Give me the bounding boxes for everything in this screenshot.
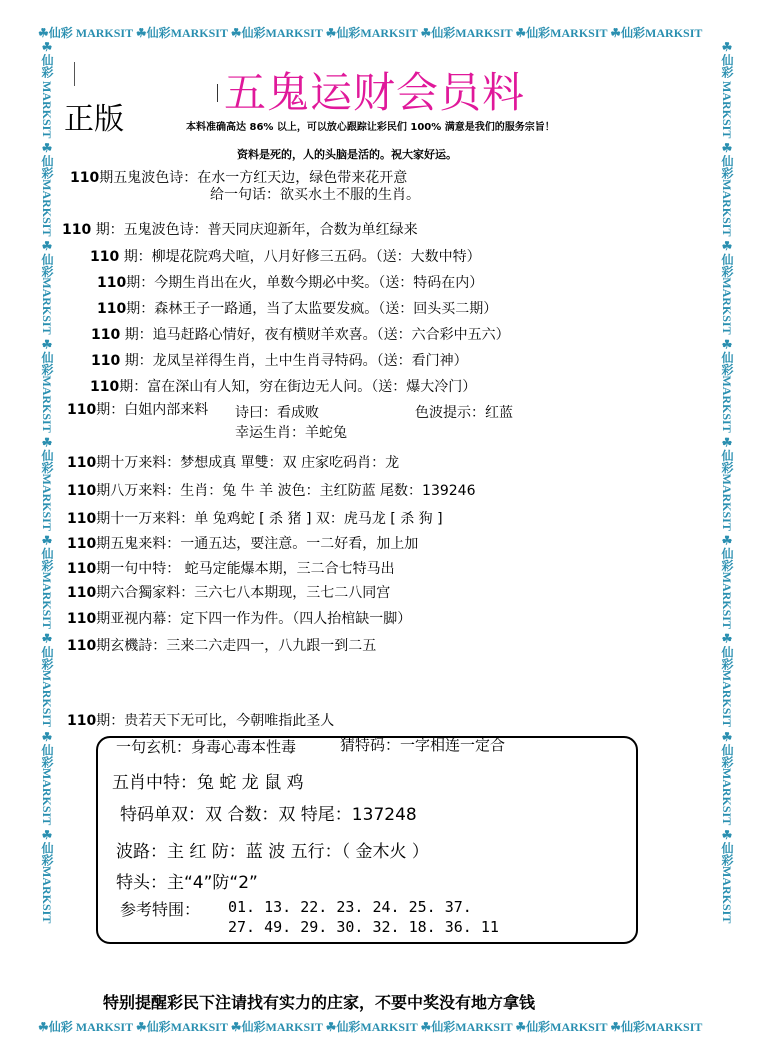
left-border-watermark: ☘仙彩 MARKSIT ☘仙彩MARKSIT ☘仙彩MARKSIT ☘仙彩MARKSIT ☘仙彩MARKSIT ☘仙彩MARKSIT ☘仙彩MARKSIT ☘仙彩MARKSIT ☘仙彩MARKSIT <box>40 40 54 924</box>
period-number: 110 <box>67 585 97 601</box>
page-title: 五鬼运财会员料 <box>224 68 526 117</box>
genuine-label: 正版 <box>64 102 124 137</box>
tip-line <box>91 350 468 370</box>
tip-text: 期：今期生肖出在火，单数今期必中奖。（送：特码在内） <box>126 275 484 291</box>
tip-line <box>90 376 476 396</box>
period-number: 110 <box>67 713 97 729</box>
top-border-watermark: ☘仙彩 MARKSIT ☘仙彩MARKSIT ☘仙彩MARKSIT ☘仙彩MARKSIT ☘仙彩MARKSIT ☘仙彩MARKSIT ☘仙彩MARKSIT <box>38 26 703 40</box>
title-marker <box>217 84 218 102</box>
tip-text: 期：富在深山有人知，穷在街边无人问。（送：爆大冷门） <box>119 379 477 395</box>
period-number: 110 <box>91 327 121 343</box>
footer-note: 特别提醒彩民下注请找有实力的庄家，不要中奖没有地方拿钱 <box>103 993 536 1012</box>
info-row <box>67 508 443 528</box>
tip-line <box>97 272 483 292</box>
wave-poem-text: 期五鬼波色诗：在水一方红天边，绿色带来花开意 <box>99 170 408 186</box>
noble-text: 期：贵若天下无可比，今朝唯指此圣人 <box>96 713 335 729</box>
poem-line <box>62 219 418 239</box>
slogan-luck: 资料是死的，人的头脑是活的。祝大家好运。 <box>237 148 457 161</box>
info-row-text: 期亚视内幕：定下四一作为件。（四人抬棺缺一脚） <box>96 611 412 627</box>
lucky-zodiac: 幸运生肖：羊蛇兔 <box>235 425 347 441</box>
tip-text: 期：龙凤呈祥得生肖，土中生肖寻特码。（送：看门神） <box>124 353 468 369</box>
tip-text: 期：柳堤花院鸡犬喧，八月好修三五码。（送：大数中特） <box>123 249 481 265</box>
poem-text: 期：五鬼波色诗：普天同庆迎新年，合数为单红绿来 <box>95 222 418 238</box>
info-row-text: 期十一万来料：单 兔鸡蛇 [ 杀 猪 ] 双：虎马龙 [ 杀 狗 ] <box>96 511 443 527</box>
period-number: 110 <box>67 536 97 552</box>
tip-text: 期：森林王子一路通，当了太监要发疯。（送：回头买二期） <box>126 301 498 317</box>
reference-label: 参考特围： <box>120 900 201 919</box>
info-row <box>67 582 390 602</box>
info-row <box>67 533 418 553</box>
slogan-accuracy: 本料准确高达 86% 以上，可以放心跟踪让彩民们 100% 满意是我们的服务宗旨！ <box>186 122 555 133</box>
period-number: 110 <box>70 170 100 186</box>
reference-numbers-2: 27. 49. 29. 30. 32. 18. 36. 11 <box>228 918 499 936</box>
inside-poem: 诗曰：看成败 <box>235 405 319 421</box>
info-row <box>67 608 411 628</box>
info-row <box>67 558 395 578</box>
period-number: 110 <box>67 638 97 654</box>
head-line: 特头：主“4”防“2” <box>116 873 258 893</box>
period-number: 110 <box>91 353 121 369</box>
right-border-watermark: ☘仙彩 MARKSIT ☘仙彩MARKSIT ☘仙彩MARKSIT ☘仙彩MARKSIT ☘仙彩MARKSIT ☘仙彩MARKSIT ☘仙彩MARKSIT ☘仙彩MARKSIT ☘仙彩MARKSIT <box>720 40 734 924</box>
tip-line <box>90 246 481 266</box>
inside-source-line <box>67 399 208 419</box>
info-row <box>67 635 376 655</box>
period-number: 110 <box>97 301 127 317</box>
noble-line <box>67 710 334 730</box>
tip-text: 期：追马赶路心情好，夜有横财羊欢喜。（送：六合彩中五六） <box>124 327 510 343</box>
info-row <box>67 480 475 500</box>
xuanji-line: 一句玄机：身毒心毒本性毒 <box>116 738 297 756</box>
info-row <box>67 452 399 472</box>
period-number: 110 <box>67 402 97 418</box>
info-row-text: 期六合獨家料：三六七八本期现，三七二八同宫 <box>96 585 391 601</box>
info-row-text: 期五鬼来料：一通五达，要注意。一二好看，加上加 <box>96 536 419 552</box>
inside-source-label: 期：白姐内部来料 <box>96 402 209 418</box>
period-number: 110 <box>67 561 97 577</box>
period-number: 110 <box>90 249 120 265</box>
period-number: 110 <box>62 222 92 238</box>
info-row-text: 期八万来料：生肖：兔 牛 羊 波色：主红防蓝 尾数：139246 <box>96 483 476 499</box>
period-number: 110 <box>67 455 97 471</box>
info-row-text: 期一句中特： 蛇马定能爆本期，三二合七特马出 <box>96 561 395 577</box>
period-number: 110 <box>67 483 97 499</box>
period-number: 110 <box>67 511 97 527</box>
tip-line <box>91 324 510 344</box>
period-number: 110 <box>90 379 120 395</box>
single-double-line: 特码单双：双 合数：双 特尾：137248 <box>120 805 417 825</box>
wave-route-line: 波路：主 红 防：蓝 波 五行：（ 金木火 ） <box>116 842 429 862</box>
info-row-text: 期十万来料：梦想成真 單雙：双 庄家吃码肖：龙 <box>96 455 400 471</box>
guess-code-line: 猜特码：一字相连一定合 <box>340 736 506 754</box>
tip-line <box>97 298 497 318</box>
bottom-border-watermark: ☘仙彩 MARKSIT ☘仙彩MARKSIT ☘仙彩MARKSIT ☘仙彩MARKSIT ☘仙彩MARKSIT ☘仙彩MARKSIT ☘仙彩MARKSIT <box>38 1020 703 1034</box>
reference-numbers-1: 01. 13. 22. 23. 24. 25. 37. <box>228 898 472 916</box>
info-row-text: 期玄機詩：三来二六走四一，八九跟一到二五 <box>96 638 377 654</box>
hint-line: 给一句话：欲买水土不服的生肖。 <box>210 187 420 203</box>
corner-mark <box>74 62 75 86</box>
period-number: 110 <box>67 611 97 627</box>
five-zodiac-line: 五肖中特：兔 蛇 龙 鼠 鸡 <box>112 773 304 793</box>
period-number: 110 <box>97 275 127 291</box>
color-tip: 色波提示：红蓝 <box>415 405 513 421</box>
